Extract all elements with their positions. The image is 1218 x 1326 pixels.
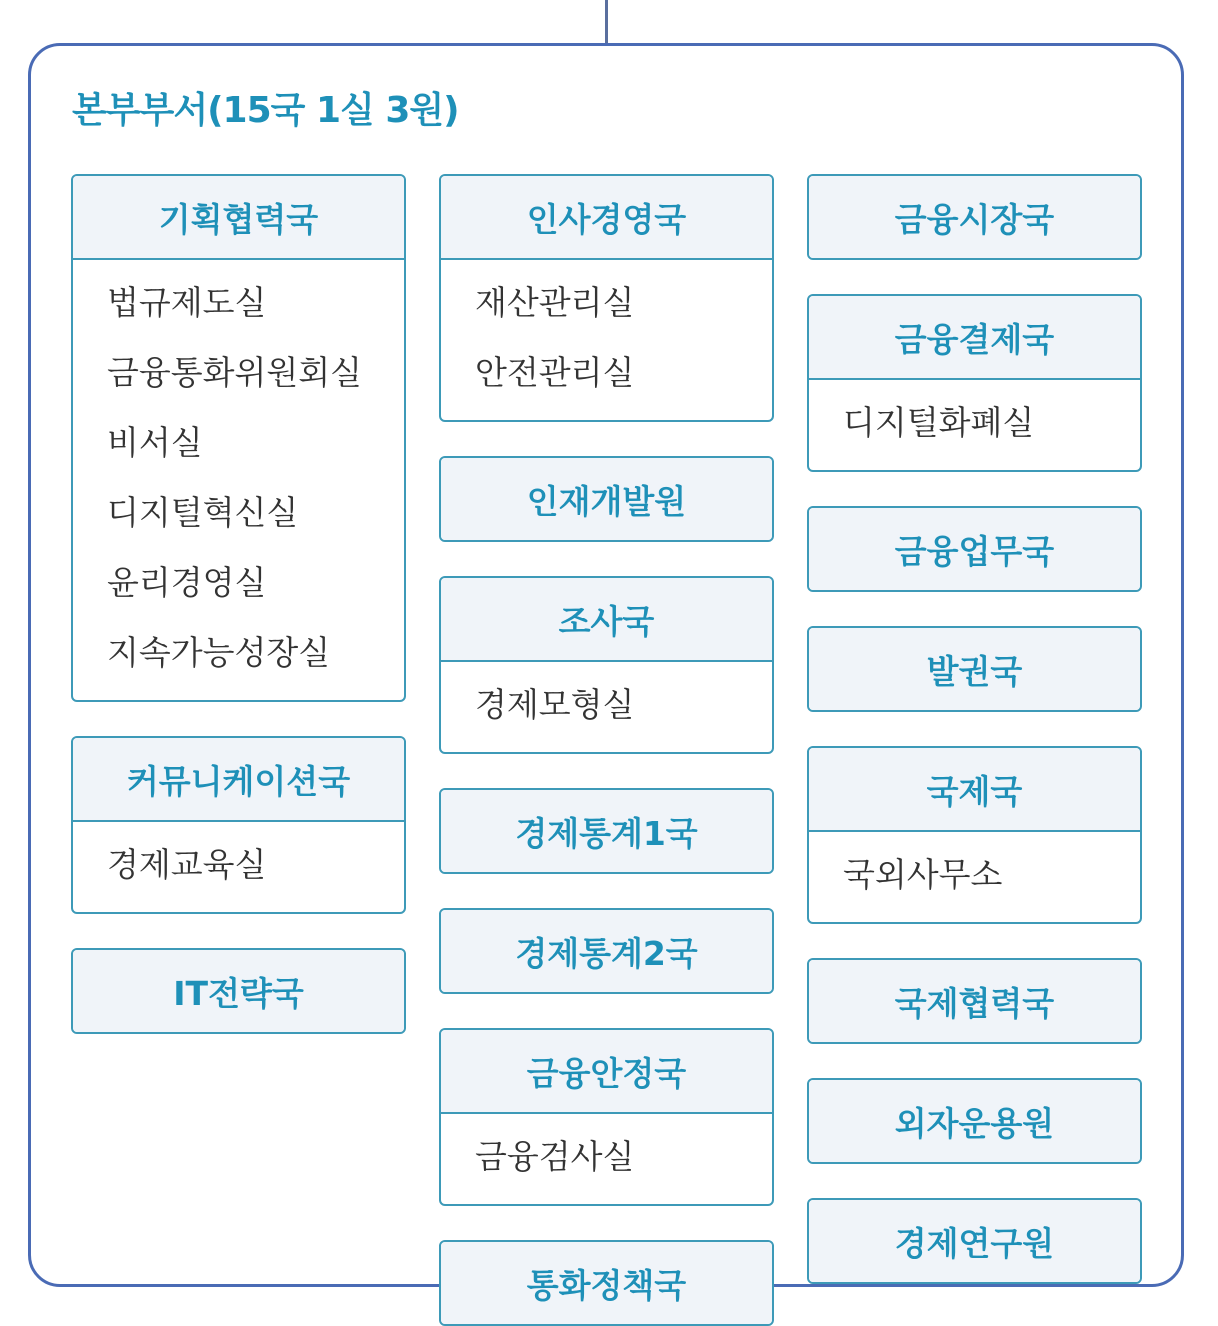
department-box <box>807 1078 1142 1164</box>
department-box <box>807 506 1142 592</box>
subunit-item: 재산관리실 <box>475 283 635 322</box>
department-box <box>807 958 1142 1044</box>
section-title: 본부부서(15국 1실 3원) <box>72 90 459 131</box>
department-box <box>807 174 1142 260</box>
subunit-item: 지속가능성장실 <box>107 633 331 672</box>
column-left <box>71 174 406 1034</box>
subunit-item: 비서실 <box>107 423 203 462</box>
department-box <box>439 576 774 754</box>
parent-connector-line <box>605 0 608 44</box>
department-name: 국제국 <box>809 748 1140 830</box>
department-box <box>807 1198 1142 1284</box>
department-box <box>807 626 1142 712</box>
department-name: 인사경영국 <box>441 176 772 258</box>
column-center <box>439 174 774 1326</box>
department-name: 금융업무국 <box>809 508 1140 590</box>
department-name: 국제협력국 <box>809 960 1140 1042</box>
subunit-list <box>809 830 1140 922</box>
subunit-item: 국외사무소 <box>843 855 1003 894</box>
department-name: 금융안정국 <box>441 1030 772 1112</box>
department-box <box>439 456 774 542</box>
department-box <box>71 174 406 702</box>
subunit-item: 금융검사실 <box>475 1137 635 1176</box>
department-box <box>439 908 774 994</box>
department-box <box>439 1028 774 1206</box>
department-name: 조사국 <box>441 578 772 660</box>
subunit-item: 디지털혁신실 <box>107 493 299 532</box>
department-name: 경제연구원 <box>809 1200 1140 1282</box>
subunit-list <box>73 820 404 912</box>
subunit-item: 경제모형실 <box>475 685 635 724</box>
subunit-item: 금융통화위원회실 <box>107 353 363 392</box>
subunit-list <box>441 660 772 752</box>
department-box <box>439 1240 774 1326</box>
department-box <box>71 948 406 1034</box>
department-name: 통화정책국 <box>441 1242 772 1324</box>
department-box <box>807 294 1142 472</box>
department-name: 외자운용원 <box>809 1080 1140 1162</box>
column-right <box>807 174 1142 1284</box>
department-name: 기획협력국 <box>73 176 404 258</box>
department-name: 경제통계2국 <box>441 910 772 992</box>
subunit-item: 안전관리실 <box>475 353 635 392</box>
department-name: 금융결제국 <box>809 296 1140 378</box>
department-box <box>807 746 1142 924</box>
subunit-list <box>441 258 772 420</box>
department-name: 커뮤니케이션국 <box>73 738 404 820</box>
department-box <box>71 736 406 914</box>
subunit-item: 경제교육실 <box>107 845 267 884</box>
subunit-list <box>441 1112 772 1204</box>
department-name: 금융시장국 <box>809 176 1140 258</box>
subunit-list <box>73 258 404 700</box>
subunit-list <box>809 378 1140 470</box>
subunit-item: 윤리경영실 <box>107 563 267 602</box>
department-name: 발권국 <box>809 628 1140 710</box>
subunit-item: 디지털화폐실 <box>843 403 1035 442</box>
department-box <box>439 174 774 422</box>
department-box <box>439 788 774 874</box>
department-name: 경제통계1국 <box>441 790 772 872</box>
subunit-item: 법규제도실 <box>107 283 267 322</box>
department-name: 인재개발원 <box>441 458 772 540</box>
department-name: IT전략국 <box>73 950 404 1032</box>
